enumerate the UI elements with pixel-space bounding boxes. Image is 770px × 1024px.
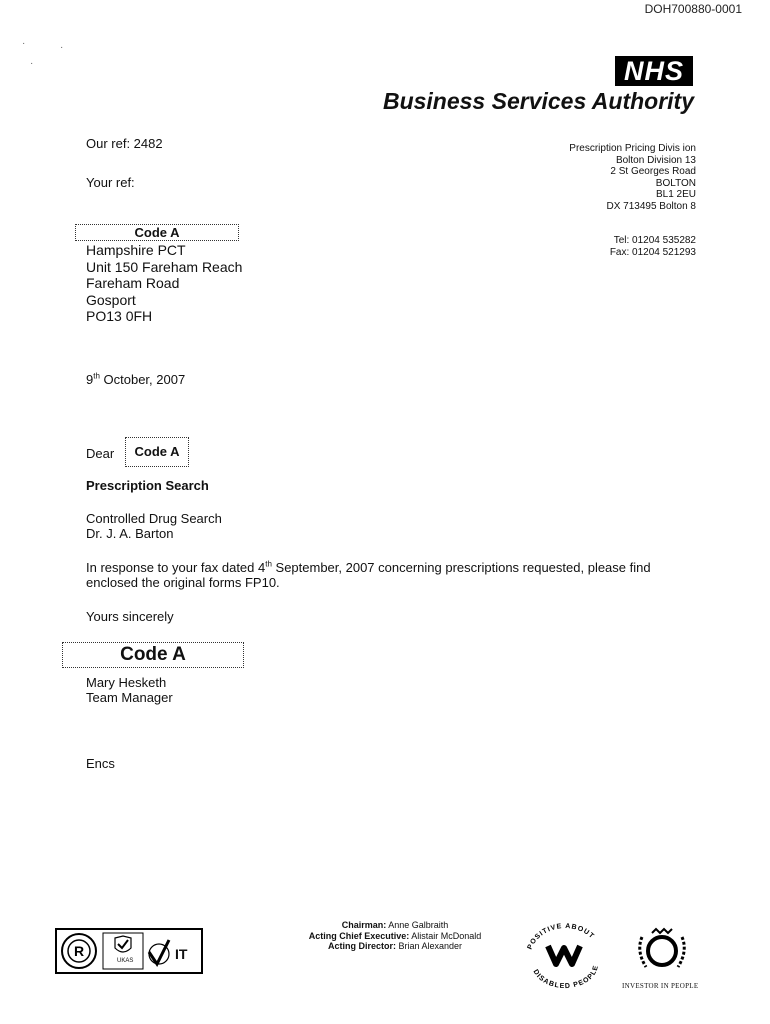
signatory [86, 675, 173, 705]
redaction-box-recipient: Code A [75, 224, 239, 241]
date-suffix: th [93, 371, 100, 381]
closing: Yours sincerely [86, 609, 174, 624]
letter-body [86, 560, 704, 590]
nhs-logo: NHS [615, 56, 693, 86]
search-line: Dr. J. A. Barton [86, 526, 174, 541]
sender-address-line: 2 St Georges Road [610, 166, 696, 177]
disabled-top-text: POSITIVE ABOUT [526, 922, 596, 951]
scan-speck: · [22, 38, 26, 49]
ceo-name: Alistair McDonald [409, 930, 482, 941]
search-details [86, 511, 222, 541]
recipient-address [86, 242, 242, 325]
fax: Fax: 01204 521293 [609, 246, 696, 258]
recipient-line: Unit 150 Fareham Reach [86, 258, 243, 275]
svg-text:POSITIVE ABOUT [527, 923, 596, 951]
date-day: 9 [86, 372, 94, 387]
ukas-label: UKAS [117, 958, 134, 964]
organisation-name: Business Services Authority [382, 88, 694, 114]
chairman-name: Anne Galbraith [386, 920, 449, 930]
sender-address-line: BL1 2EU [655, 189, 696, 200]
director-label: Acting Director: [327, 941, 396, 951]
body-sup: th [265, 559, 272, 569]
letter-date [86, 372, 185, 387]
enclosures: Encs [86, 756, 115, 771]
scan-speck: · [60, 42, 64, 53]
our-reference: Our ref: 2482 [86, 136, 163, 151]
sender-address-line: Bolton Division 13 [615, 154, 696, 166]
investor-in-people-logo [622, 925, 722, 990]
sender-address-line: Prescription Pricing Divis ion [569, 143, 696, 154]
signatory-title: Team Manager [86, 690, 173, 705]
your-reference: Your ref: [86, 175, 135, 190]
disability-symbol-icon [520, 920, 610, 990]
disabled-bottom-text: DISABLED PEOPLE [531, 964, 601, 990]
contact-numbers [610, 235, 696, 258]
sender-address-line: DX 713495 Bolton 8 [606, 200, 696, 212]
search-line: Controlled Drug Search [86, 511, 222, 526]
signatory-name: Mary Hesketh [86, 675, 167, 690]
chief-executive [260, 931, 530, 942]
telephone: Tel: 01204 535282 [613, 235, 696, 246]
accreditation-logos [55, 928, 203, 974]
body-part-1: In response to your fax dated 4 [86, 560, 266, 575]
redaction-box-salutation: Code A [125, 437, 189, 467]
sender-address [569, 143, 696, 212]
redaction-box-signature: Code A [62, 642, 244, 668]
document-id: DOH700880-0001 [644, 2, 742, 16]
investor-in-people-text: INVESTOR IN PEOPLE [622, 982, 699, 990]
salutation: Dear [86, 446, 115, 461]
date-rest: October, 2007 [99, 372, 186, 387]
recipient-line: Fareham Road [86, 275, 180, 291]
svg-text:DISABLED PEOPLE [532, 964, 601, 990]
director [260, 941, 530, 952]
scan-speck: · [30, 58, 34, 69]
body-part-2: September, 2007 concerning prescriptions requested, please find enclosed the original forms FP10. [86, 560, 651, 590]
sender-address-line: BOLTON [655, 177, 696, 189]
chairman-label: Chairman: [341, 920, 387, 930]
positive-about-disabled-people-logo [520, 920, 610, 995]
footer-officers [260, 920, 530, 952]
subject-heading: Prescription Search [86, 478, 209, 493]
director-name: Brian Alexander [395, 941, 463, 951]
chairman [260, 920, 530, 931]
ceo-label: Acting Chief Executive: [308, 930, 410, 941]
it-label: IT [175, 946, 188, 962]
laurel-wreath-icon [632, 925, 692, 977]
svg-text:R: R [73, 943, 85, 959]
recipient-line: Hampshire PCT [86, 242, 186, 258]
recipient-line: Gosport [86, 291, 136, 308]
recipient-line: PO13 0FH [86, 308, 153, 324]
